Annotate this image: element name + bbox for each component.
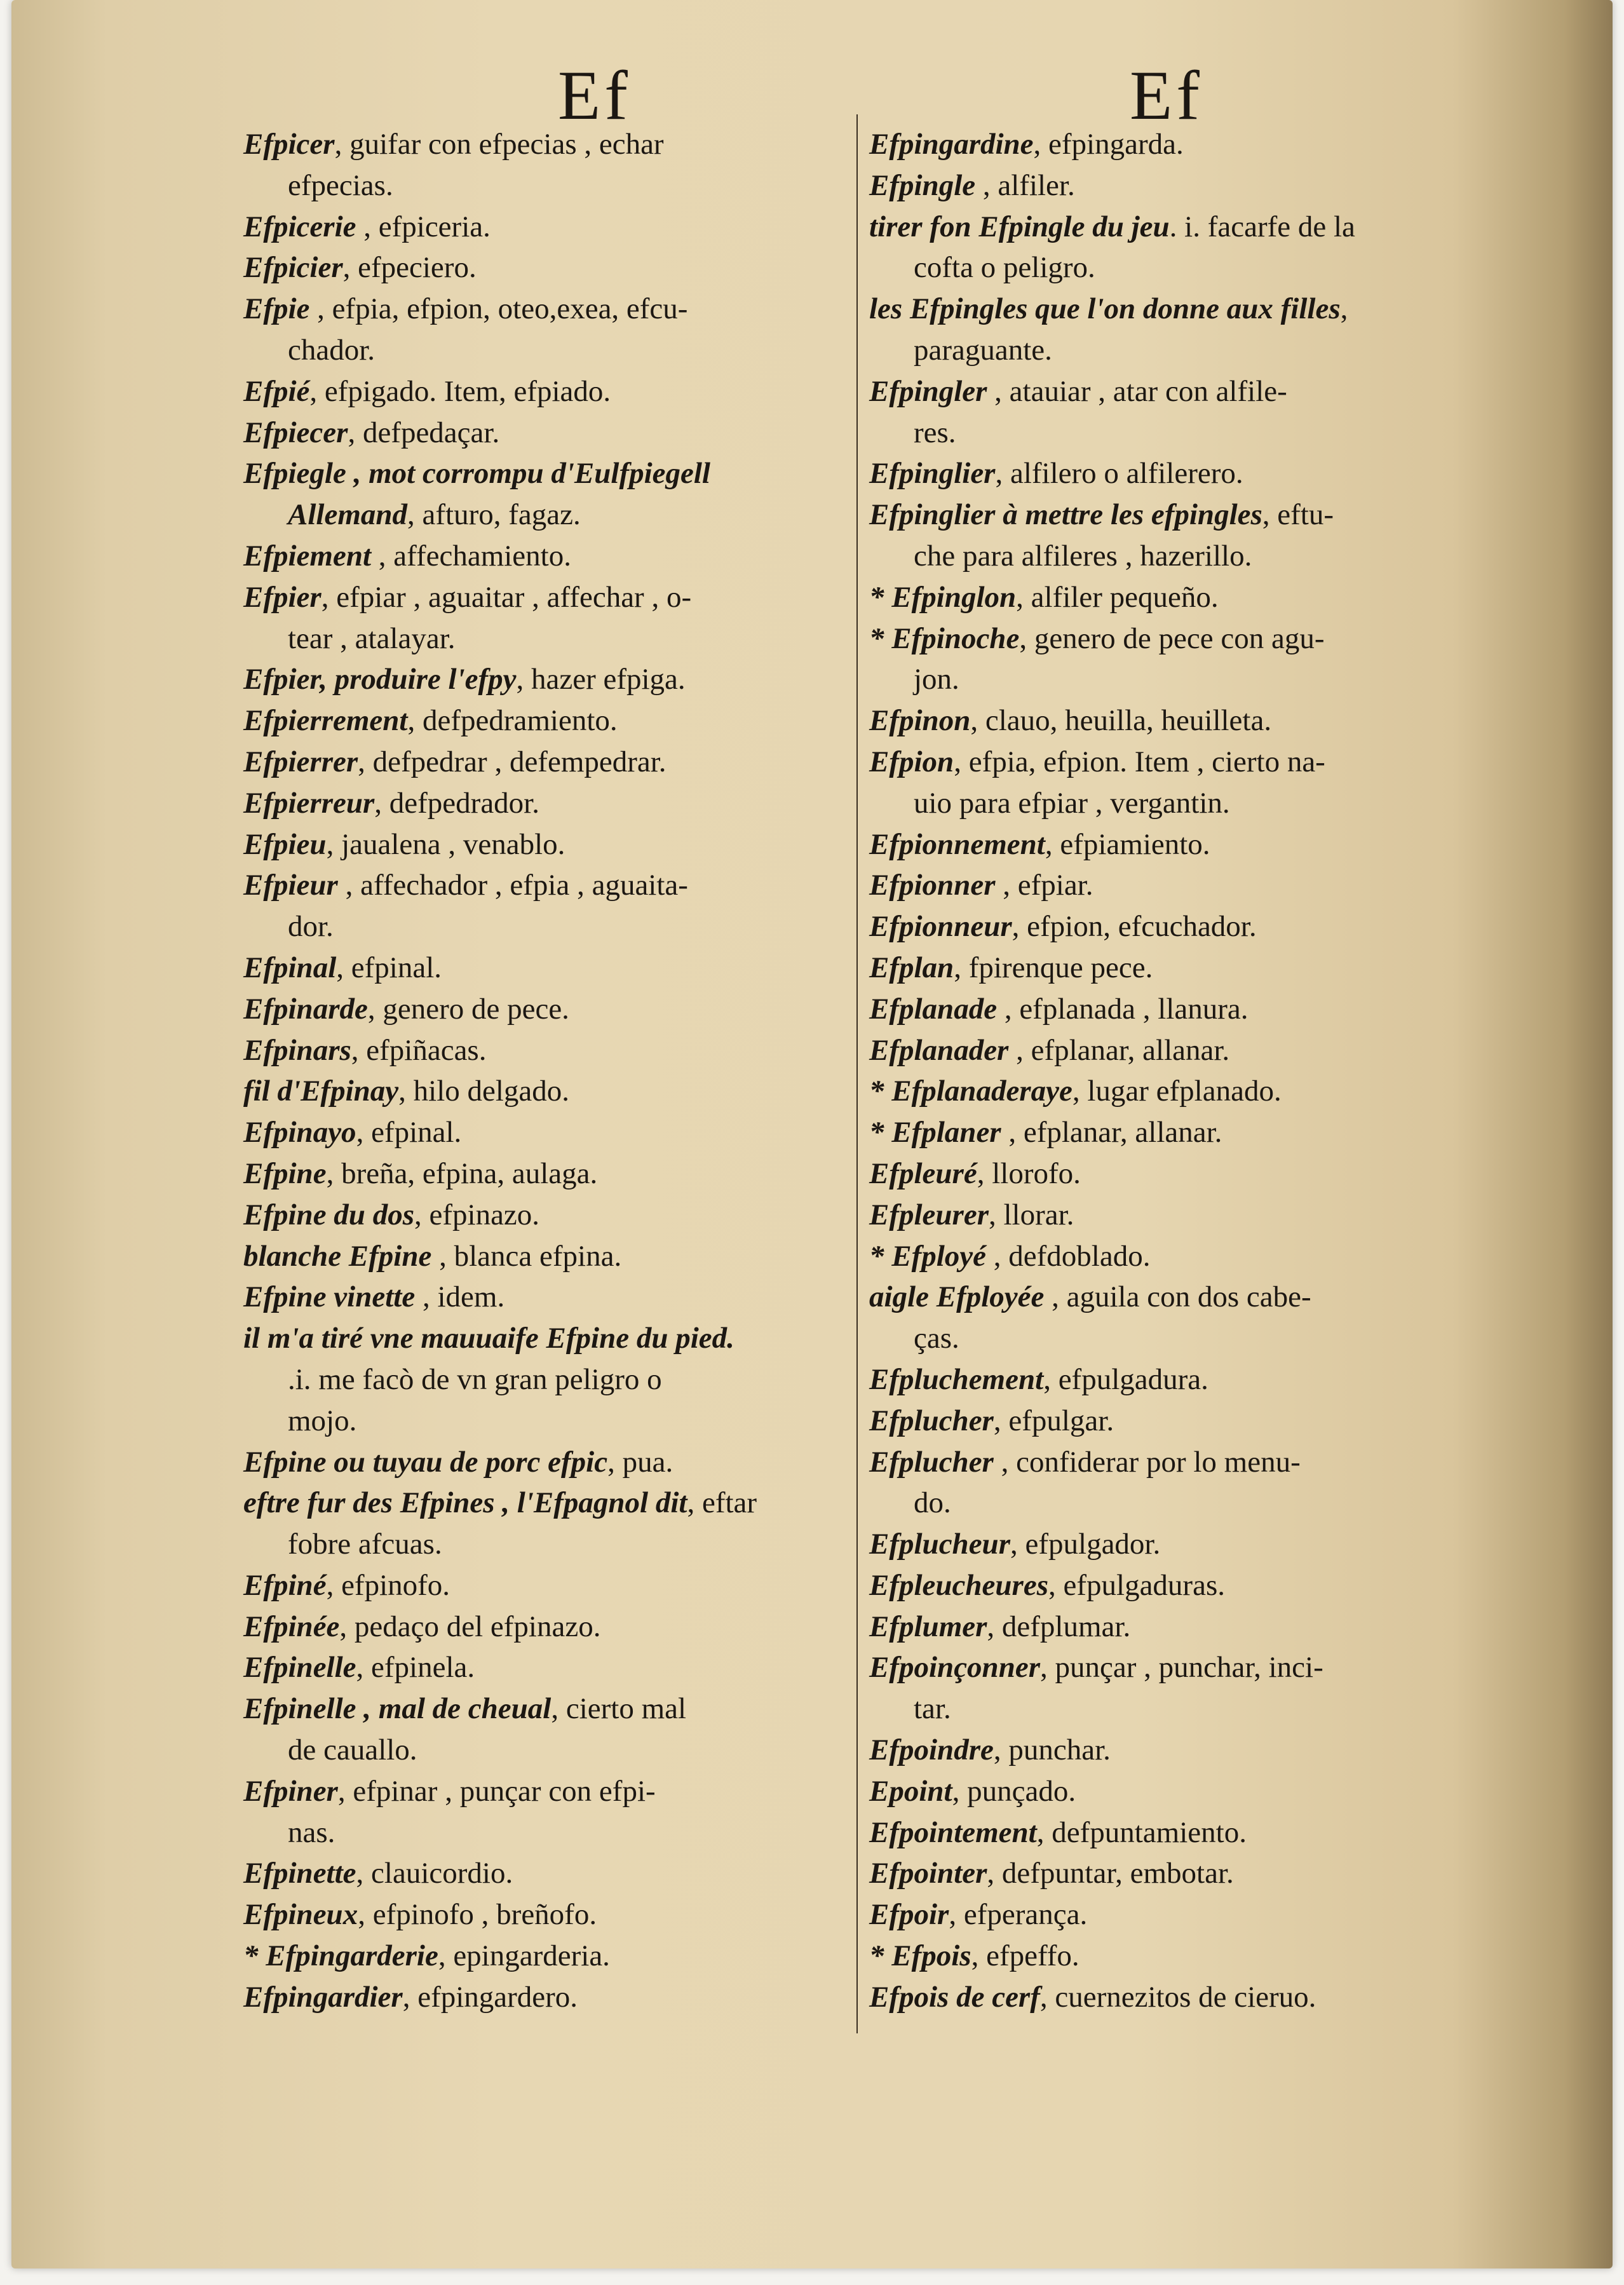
headword: Efpieu — [243, 827, 327, 861]
gloss: , efpinazo. — [414, 1198, 540, 1231]
headword: Efpie — [243, 292, 310, 326]
headword: Efpine du dos — [243, 1198, 414, 1231]
dictionary-line — [869, 1442, 1460, 1483]
headword: tirer fon Efpingle du jeu — [869, 210, 1170, 243]
headword: fil d'Efpinay — [243, 1075, 399, 1108]
dictionary-line — [243, 1277, 834, 1318]
dictionary-line — [869, 618, 1460, 660]
dictionary-line — [243, 453, 834, 494]
dictionary-line — [243, 1688, 834, 1730]
headword: Efpointement — [869, 1815, 1037, 1849]
headword: * Efpingarderie — [243, 1939, 438, 1973]
gloss: , pedaço del efpinazo. — [339, 1610, 601, 1643]
gloss: , hilo delgado. — [398, 1075, 570, 1108]
column-rule — [856, 114, 858, 2033]
gloss: , efplanar, allanar. — [1008, 1033, 1230, 1067]
headword: Efpingler — [869, 374, 987, 408]
headword: Efplanader — [869, 1033, 1009, 1067]
dictionary-line — [243, 659, 834, 700]
dictionary-line — [869, 577, 1460, 618]
running-head-left: Ef — [558, 57, 632, 134]
gloss: fobre afcuas. — [288, 1528, 442, 1561]
headword: Efplanade — [869, 992, 998, 1026]
dictionary-line — [243, 1565, 834, 1606]
gloss: , defdoblado. — [986, 1239, 1151, 1273]
gloss: , atauiar , atar con alfile- — [987, 374, 1287, 408]
dictionary-line — [869, 165, 1460, 207]
dictionary-line — [243, 536, 834, 577]
dictionary-line — [869, 1565, 1460, 1606]
gloss: , efpulgaduras. — [1048, 1568, 1225, 1602]
headword: Efpionner — [869, 869, 996, 902]
gloss: , epingarderia. — [438, 1939, 610, 1973]
dictionary-line — [243, 1318, 834, 1359]
dictionary-line — [243, 371, 834, 412]
gloss: , hazer efpiga. — [516, 663, 686, 696]
gloss: , pua. — [607, 1445, 673, 1479]
gloss: , efpulgadura. — [1043, 1362, 1208, 1396]
dictionary-line — [243, 207, 834, 248]
dictionary-line — [243, 1730, 834, 1771]
gloss: , efpinar , punçar con efpi- — [337, 1774, 656, 1808]
dictionary-line — [243, 247, 834, 288]
dictionary-line — [869, 1606, 1460, 1648]
gloss: , alfiler. — [975, 168, 1075, 202]
gloss: , llorofo. — [977, 1156, 1081, 1190]
gloss: , efpulgar. — [993, 1404, 1114, 1437]
running-head-right: Ef — [1130, 57, 1203, 134]
headword: Efpleucheures — [869, 1568, 1048, 1602]
headword: Efpluchement — [869, 1362, 1044, 1396]
gloss: , — [1340, 292, 1348, 326]
headword: Efpiecer — [243, 416, 348, 449]
dictionary-line — [869, 453, 1460, 494]
gloss: , efpiñacas. — [351, 1033, 487, 1067]
dictionary-line — [869, 1195, 1460, 1236]
gloss: , defplumar. — [987, 1610, 1131, 1643]
right-column — [869, 124, 1460, 2018]
gloss: . i. facarfe de la — [1169, 210, 1355, 243]
headword: Efpleuré — [869, 1156, 977, 1190]
headword: Efpinal — [243, 951, 337, 984]
dictionary-line — [869, 1318, 1460, 1359]
headword: * Efplaner — [869, 1116, 1001, 1149]
headword: Efpier, produire l'efpy — [243, 663, 517, 696]
dictionary-line — [243, 1812, 834, 1854]
gloss: , aguila con dos cabe- — [1044, 1280, 1311, 1314]
dictionary-line — [243, 1977, 834, 2018]
dictionary-line — [243, 1030, 834, 1071]
dictionary-line — [243, 742, 834, 783]
dictionary-line — [869, 1647, 1460, 1688]
gloss: , efpiamiento. — [1045, 827, 1210, 861]
dictionary-line — [243, 124, 834, 165]
dictionary-line — [243, 824, 834, 865]
dictionary-line — [243, 330, 834, 371]
gloss: , eftar — [687, 1486, 757, 1520]
gloss: , clauo, heuilla, heuilleta. — [970, 704, 1272, 738]
left-column — [243, 124, 834, 2018]
dictionary-line — [869, 1112, 1460, 1153]
dictionary-line — [869, 865, 1460, 906]
headword: Efpicerie — [243, 210, 356, 243]
headword: Efpingle — [869, 168, 976, 202]
gloss: , efpinal. — [336, 951, 442, 984]
dictionary-line — [243, 700, 834, 742]
headword: Efplucher — [869, 1445, 994, 1479]
gloss: chador. — [288, 333, 376, 367]
headword: Efpiement — [243, 539, 372, 573]
headword: il m'a tiré vne mauuaife Efpine du pied. — [243, 1322, 734, 1355]
headword: Efpingardier — [243, 1980, 403, 2014]
headword: Efpierrer — [243, 745, 358, 778]
headword: Efpinée — [243, 1610, 340, 1643]
gloss: cofta o peligro. — [914, 251, 1095, 285]
headword: Efpiner — [243, 1774, 338, 1808]
dictionary-line — [243, 577, 834, 618]
gloss: .i. me facò de vn gran peligro o — [288, 1362, 662, 1396]
dictionary-line — [869, 1853, 1460, 1894]
dictionary-page — [11, 0, 1613, 2268]
dictionary-line — [243, 1853, 834, 1894]
gloss: tear , atalayar. — [288, 621, 456, 655]
gloss: ças. — [914, 1322, 959, 1355]
headword: Efpinglier — [869, 457, 996, 491]
dictionary-line — [869, 783, 1460, 824]
dictionary-line — [243, 1894, 834, 1936]
gloss: res. — [914, 416, 956, 449]
headword: Efplucher — [869, 1404, 994, 1437]
headword: Efpié — [243, 374, 310, 408]
dictionary-line — [869, 1730, 1460, 1771]
headword: Efpionnement — [869, 827, 1045, 861]
gloss: de cauallo. — [288, 1733, 417, 1767]
gloss: , efpiceria. — [356, 210, 491, 243]
headword: Efplucheur — [869, 1528, 1010, 1561]
headword: eftre fur des Efpines , l'Efpagnol dit — [243, 1486, 687, 1520]
gloss: , afturo, fagaz. — [407, 498, 581, 532]
gloss: che para alfileres , hazerillo. — [914, 539, 1252, 573]
gloss: , defpuntamiento. — [1036, 1815, 1247, 1849]
headword: Efpoindre — [869, 1733, 994, 1767]
gloss: mojo. — [288, 1404, 357, 1437]
dictionary-line — [869, 742, 1460, 783]
dictionary-line — [243, 1524, 834, 1565]
dictionary-line — [869, 1812, 1460, 1854]
headword: Efpointer — [869, 1857, 987, 1890]
gloss: , punçado. — [952, 1774, 1076, 1808]
gloss: , alfiler pequeño. — [1016, 580, 1219, 614]
gloss: , genero de pece. — [367, 992, 569, 1026]
gloss: , efpeffo. — [971, 1939, 1079, 1973]
gloss: , clauicordio. — [356, 1857, 513, 1890]
headword: * Efployé — [869, 1239, 987, 1273]
dictionary-line — [243, 1936, 834, 1977]
gloss: , efpingarda. — [1033, 128, 1184, 161]
gloss: uio para efpiar , vergantin. — [914, 786, 1230, 820]
gloss: , efpiar. — [995, 869, 1093, 902]
gloss: nas. — [288, 1815, 335, 1849]
headword: Efpinars — [243, 1033, 351, 1067]
gloss: , llorar. — [989, 1198, 1074, 1231]
dictionary-line — [243, 1112, 834, 1153]
headword: Efpinglier à mettre les efpingles — [869, 498, 1262, 532]
gloss: efpecias. — [288, 168, 393, 202]
headword: Efpinelle — [243, 1651, 356, 1685]
dictionary-line — [869, 659, 1460, 700]
dictionary-line — [869, 947, 1460, 989]
dictionary-line — [243, 1442, 834, 1483]
dictionary-line — [869, 494, 1460, 536]
gloss: , punchar. — [993, 1733, 1111, 1767]
dictionary-line — [243, 989, 834, 1030]
headword: Efplumer — [869, 1610, 987, 1643]
dictionary-line — [869, 288, 1460, 330]
headword: Efpier — [243, 580, 321, 614]
headword: Efpierreur — [243, 786, 375, 820]
dictionary-line — [869, 906, 1460, 947]
headword: Efpinette — [243, 1857, 356, 1890]
headword: Efpineux — [243, 1898, 358, 1932]
headword: * Efpinoche — [869, 621, 1020, 655]
headword: Efpine vinette — [243, 1280, 416, 1314]
headword: blanche Efpine — [243, 1239, 432, 1273]
dictionary-line — [869, 1977, 1460, 2018]
dictionary-line — [243, 906, 834, 947]
gloss: , efpinofo , breñofo. — [358, 1898, 597, 1932]
dictionary-line — [243, 1236, 834, 1277]
gloss: , fpirenque pece. — [954, 951, 1153, 984]
headword: Efpine ou tuyau de porc efpic — [243, 1445, 608, 1479]
gloss: do. — [914, 1486, 951, 1520]
dictionary-line — [869, 1277, 1460, 1318]
headword: Efpierrement — [243, 704, 408, 738]
dictionary-line — [243, 1359, 834, 1400]
dictionary-line — [869, 1936, 1460, 1977]
gloss: , defpedaçar. — [348, 416, 500, 449]
dictionary-line — [243, 1482, 834, 1524]
dictionary-line — [869, 700, 1460, 742]
dictionary-line — [243, 1647, 834, 1688]
dictionary-line — [869, 989, 1460, 1030]
headword: Efpiné — [243, 1568, 327, 1602]
gloss: , confiderar por lo menu- — [993, 1445, 1301, 1479]
headword: Efplan — [869, 951, 954, 984]
headword: Efpicier — [243, 251, 343, 285]
dictionary-line — [243, 1071, 834, 1112]
headword: les Efpingles que l'on donne aux filles — [869, 292, 1341, 326]
gloss: , genero de pece con agu- — [1019, 621, 1325, 655]
dictionary-line — [243, 165, 834, 207]
dictionary-line — [869, 1524, 1460, 1565]
gloss: , efpigado. Item, efpiado. — [309, 374, 611, 408]
dictionary-line — [869, 1400, 1460, 1442]
dictionary-line — [869, 1482, 1460, 1524]
headword: Efpine — [243, 1156, 327, 1190]
dictionary-line — [869, 1771, 1460, 1812]
headword: * Efplanaderaye — [869, 1075, 1073, 1108]
headword: Efpinarde — [243, 992, 368, 1026]
gloss: , efpia, efpion. Item , cierto na- — [954, 745, 1325, 778]
gloss: dor. — [288, 910, 334, 944]
gloss: , efpinofo. — [326, 1568, 450, 1602]
dictionary-line — [243, 1606, 834, 1648]
gloss: , defpedramiento. — [407, 704, 618, 738]
dictionary-line — [243, 1153, 834, 1195]
gloss: , eftu- — [1262, 498, 1334, 532]
headword: Efpinon — [869, 704, 971, 738]
gloss: , blanca efpina. — [431, 1239, 622, 1273]
gloss: , punçar , punchar, inci- — [1040, 1651, 1323, 1685]
gloss: , efpinela. — [356, 1651, 475, 1685]
dictionary-line — [243, 494, 834, 536]
dictionary-line — [243, 618, 834, 660]
headword: * Efpois — [869, 1939, 971, 1973]
dictionary-line — [869, 330, 1460, 371]
headword: Allemand — [288, 498, 408, 532]
dictionary-line — [243, 1195, 834, 1236]
gloss: , affechamiento. — [371, 539, 571, 573]
gloss: , guifar con efpecias , echar — [334, 128, 664, 161]
dictionary-line — [869, 247, 1460, 288]
dictionary-line — [869, 1894, 1460, 1936]
headword: Efpinelle , mal de cheual — [243, 1692, 551, 1726]
dictionary-line — [869, 124, 1460, 165]
headword: Efpoir — [869, 1898, 949, 1932]
gloss: , efplanada , llanura. — [997, 992, 1248, 1026]
headword: Epoint — [869, 1774, 952, 1808]
gloss: , alfilero o alfilerero. — [995, 457, 1243, 491]
headword: aigle Efployée — [869, 1280, 1045, 1314]
gloss: , efpeciero. — [342, 251, 477, 285]
gloss: , efpia, efpion, oteo,exea, efcu- — [309, 292, 688, 326]
gloss: , efpinal. — [356, 1116, 462, 1149]
dictionary-line — [243, 1400, 834, 1442]
gloss: , defpedrar , defempedrar. — [358, 745, 667, 778]
headword: Efpieur — [243, 869, 338, 902]
gloss: , breña, efpina, aulaga. — [326, 1156, 598, 1190]
dictionary-line — [243, 865, 834, 906]
gloss: paraguante. — [914, 333, 1052, 367]
dictionary-line — [869, 1030, 1460, 1071]
gloss: , lugar efplanado. — [1072, 1075, 1282, 1108]
gloss: , efperança. — [949, 1898, 1088, 1932]
dictionary-line — [869, 207, 1460, 248]
gloss: , efpiar , aguaitar , affechar , o- — [321, 580, 692, 614]
dictionary-line — [869, 412, 1460, 454]
dictionary-line — [243, 1771, 834, 1812]
gloss: , efpion, efcuchador. — [1012, 910, 1257, 944]
gloss: , cuernezitos de cieruo. — [1039, 1980, 1316, 2014]
dictionary-line — [869, 1688, 1460, 1730]
dictionary-line — [243, 288, 834, 330]
gloss: , jaualena , venablo. — [326, 827, 565, 861]
headword: * Efpinglon — [869, 580, 1017, 614]
gloss: , efpingardero. — [402, 1980, 578, 2014]
dictionary-line — [869, 824, 1460, 865]
dictionary-line — [243, 783, 834, 824]
gloss: jon. — [914, 663, 959, 696]
gloss: , affechador , efpia , aguaita- — [337, 869, 688, 902]
headword: Efpicer — [243, 128, 335, 161]
headword: Efpleurer — [869, 1198, 989, 1231]
headword: Efpion — [869, 745, 954, 778]
dictionary-line — [869, 1359, 1460, 1400]
gloss: , defpuntar, embotar. — [987, 1857, 1234, 1890]
dictionary-line — [243, 947, 834, 989]
gloss: , efplanar, allanar. — [1001, 1116, 1222, 1149]
dictionary-line — [869, 371, 1460, 412]
gloss: , cierto mal — [551, 1692, 687, 1726]
headword: Efpionneur — [869, 910, 1012, 944]
dictionary-line — [869, 1153, 1460, 1195]
dictionary-line — [869, 536, 1460, 577]
gloss: , defpedrador. — [374, 786, 539, 820]
headword: Efpinayo — [243, 1116, 356, 1149]
headword: Efpoinçonner — [869, 1651, 1040, 1685]
dictionary-line — [869, 1071, 1460, 1112]
gloss: , efpulgador. — [1010, 1528, 1161, 1561]
dictionary-line — [869, 1236, 1460, 1277]
gloss: tar. — [914, 1692, 951, 1726]
dictionary-line — [243, 412, 834, 454]
headword: Efpiegle , mot corrompu d'Eulfpiegell — [243, 457, 710, 491]
headword: Efpingardine — [869, 128, 1034, 161]
headword: Efpois de cerf — [869, 1980, 1040, 2014]
gloss: , idem. — [415, 1280, 505, 1314]
